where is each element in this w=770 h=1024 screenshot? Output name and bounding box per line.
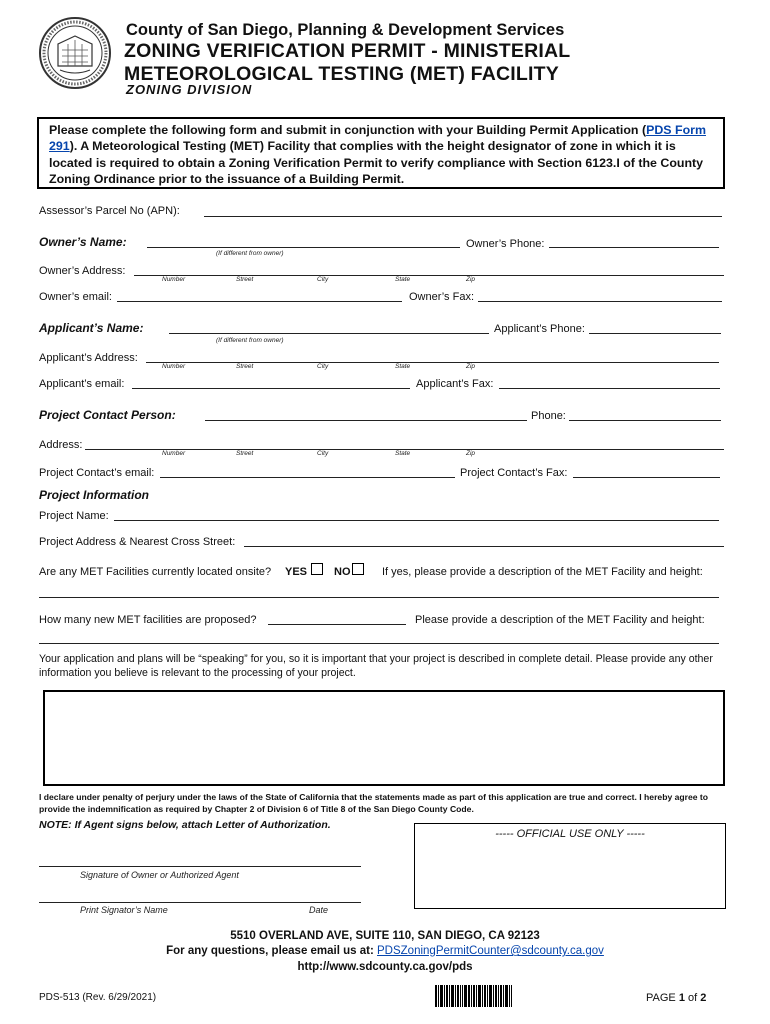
owner-email-label: Owner’s email: (39, 291, 112, 303)
owner-if-different-hint: (If different from owner) (216, 250, 284, 257)
applicant-addr-state-hint: State (395, 363, 411, 370)
apn-label: Assessor’s Parcel No (APN): (39, 205, 180, 217)
instructions-box (37, 117, 725, 189)
signature-label: Signature of Owner or Authorized Agent (80, 870, 239, 880)
contact-email-label: Project Contact’s email: (39, 467, 155, 479)
county-seal-logo (38, 16, 112, 90)
applicant-address-label: Applicant’s Address: (39, 352, 138, 364)
owner-addr-state-hint: State (395, 276, 411, 283)
pds-form-291-link[interactable]: PDS Form 291 (49, 123, 706, 154)
division-label: ZONING DIVISION (126, 82, 253, 97)
footer-url: http://www.sdcounty.ca.gov/pds (297, 961, 473, 973)
applicant-addr-zip-hint: Zip (466, 363, 476, 370)
contact-phone-field[interactable] (569, 420, 721, 421)
contact-addr-number-hint: Number (162, 450, 186, 457)
owner-addr-city-hint: City (317, 276, 329, 283)
met-yes-checkbox[interactable] (311, 563, 323, 575)
footer-address: 5510 OVERLAND AVE, SUITE 110, SAN DIEGO, CA 92123 (230, 930, 540, 942)
project-info-heading: Project Information (39, 488, 150, 502)
speaking-instructions: Your application and plans will be “speaking” for you, so it is important that your project is described in complete detail. Please provide any other information you believe is relevant to the processing of your project. (39, 653, 713, 679)
applicant-fax-field[interactable] (499, 388, 720, 389)
page-prefix: PAGE (646, 992, 679, 1004)
signature-field[interactable] (39, 866, 361, 867)
contact-fax-label: Project Contact’s Fax: (460, 467, 568, 479)
applicant-name-field[interactable] (169, 333, 489, 334)
contact-addr-city-hint: City (317, 450, 329, 457)
met-if-yes-label: If yes, please provide a description of the MET Facility and height: (382, 566, 703, 578)
owner-fax-label: Owner’s Fax: (409, 291, 475, 303)
owner-addr-number-hint: Number (162, 276, 186, 283)
barcode-image (435, 985, 512, 1007)
owner-fax-field[interactable] (478, 301, 722, 302)
met-no-checkbox[interactable] (352, 563, 364, 575)
contact-addr-state-hint: State (395, 450, 411, 457)
footer-questions: For any questions, please email us at: (166, 945, 374, 957)
met-existing-description-field[interactable] (39, 597, 719, 598)
owner-phone-label: Owner’s Phone: (466, 238, 545, 250)
official-use-label: ----- OFFICIAL USE ONLY ----- (495, 828, 645, 840)
print-name-label: Print Signator’s Name (80, 905, 168, 915)
applicant-addr-city-hint: City (317, 363, 329, 370)
owner-address-field[interactable] (134, 275, 724, 276)
contact-email-field[interactable] (160, 477, 455, 478)
form-title-line2: METEOROLOGICAL TESTING (MET) FACILITY (124, 63, 559, 85)
print-name-field[interactable] (39, 902, 361, 903)
page-of: of (684, 992, 701, 1004)
page-number (646, 992, 706, 1004)
met-new-description-field[interactable] (39, 643, 719, 644)
agent-note: NOTE: If Agent signs below, attach Letter of Authorization. (39, 819, 331, 831)
contact-address-label: Address: (39, 439, 83, 451)
applicant-fax-label: Applicant’s Fax: (416, 378, 494, 390)
applicant-addr-street-hint: Street (236, 363, 254, 370)
owner-email-field[interactable] (117, 301, 402, 302)
owner-address-label: Owner’s Address: (39, 265, 126, 277)
met-provide-description-label: Please provide a description of the MET Facility and height: (415, 614, 705, 626)
owner-addr-street-hint: Street (236, 276, 254, 283)
form-title (124, 40, 570, 86)
applicant-name-label: Applicant’s Name: (39, 321, 144, 335)
form-id: PDS-513 (Rev. 6/29/2021) (39, 992, 157, 1003)
contact-person-field[interactable] (205, 420, 527, 421)
contact-phone-label: Phone: (531, 410, 566, 422)
date-label: Date (309, 905, 329, 915)
met-no-label: NO (334, 566, 351, 578)
county-header: County of San Diego, Planning & Development Services (126, 21, 565, 39)
footer-questions-line (0, 945, 770, 957)
page-current: 1 (678, 992, 685, 1004)
perjury-declaration: I declare under penalty of perjury under the laws of the State of California that the statements made as part of this application are true and correct. I hereby agree to provide the indemnification as required by Chapter 2 of Division 6 of Title 8 of the San Diego County Code. (39, 792, 709, 814)
official-use-box (414, 823, 726, 909)
applicant-email-field[interactable] (132, 388, 410, 389)
intro-text-2: ). A Meteorological Testing (MET) Facility that complies with the height designator of zone in which it is located is required to obtain a Zoning Verification Permit to verify compliance with Section 6123.I of the County Zoning Ordinance prior to the issuance of a Building Permit. (49, 139, 704, 187)
applicant-address-field[interactable] (146, 362, 719, 363)
contact-addr-street-hint: Street (236, 450, 254, 457)
contact-fax-field[interactable] (573, 477, 720, 478)
applicant-addr-number-hint: Number (162, 363, 186, 370)
intro-text-1: Please complete the following form and submit in conjunction with your Building Permit Application ( (49, 123, 647, 137)
contact-email-link[interactable]: PDSZoningPermitCounter@sdcounty.ca.gov (377, 945, 604, 957)
project-address-field[interactable] (244, 546, 724, 547)
project-description-textbox[interactable] (43, 690, 725, 786)
applicant-if-different-hint: (If different from owner) (216, 337, 284, 344)
met-how-many-label: How many new MET facilities are proposed? (39, 614, 257, 626)
owner-name-field[interactable] (147, 247, 460, 248)
form-title-line1: ZONING VERIFICATION PERMIT - MINISTERIAL (124, 40, 571, 62)
project-name-field[interactable] (114, 520, 719, 521)
met-yes-label: YES (285, 566, 308, 578)
met-how-many-field[interactable] (268, 624, 406, 625)
applicant-phone-field[interactable] (589, 333, 721, 334)
project-name-label: Project Name: (39, 510, 109, 522)
owner-name-label: Owner’s Name: (39, 235, 127, 249)
applicant-phone-label: Applicant’s Phone: (494, 323, 585, 335)
page-total: 2 (700, 992, 707, 1004)
apn-field[interactable] (204, 216, 722, 217)
owner-phone-field[interactable] (549, 247, 719, 248)
owner-addr-zip-hint: Zip (466, 276, 476, 283)
contact-addr-zip-hint: Zip (466, 450, 476, 457)
met-onsite-question: Are any MET Facilities currently located onsite? (39, 566, 272, 578)
project-address-label: Project Address & Nearest Cross Street: (39, 536, 236, 548)
applicant-email-label: Applicant’s email: (39, 378, 125, 390)
contact-person-label: Project Contact Person: (39, 408, 176, 422)
